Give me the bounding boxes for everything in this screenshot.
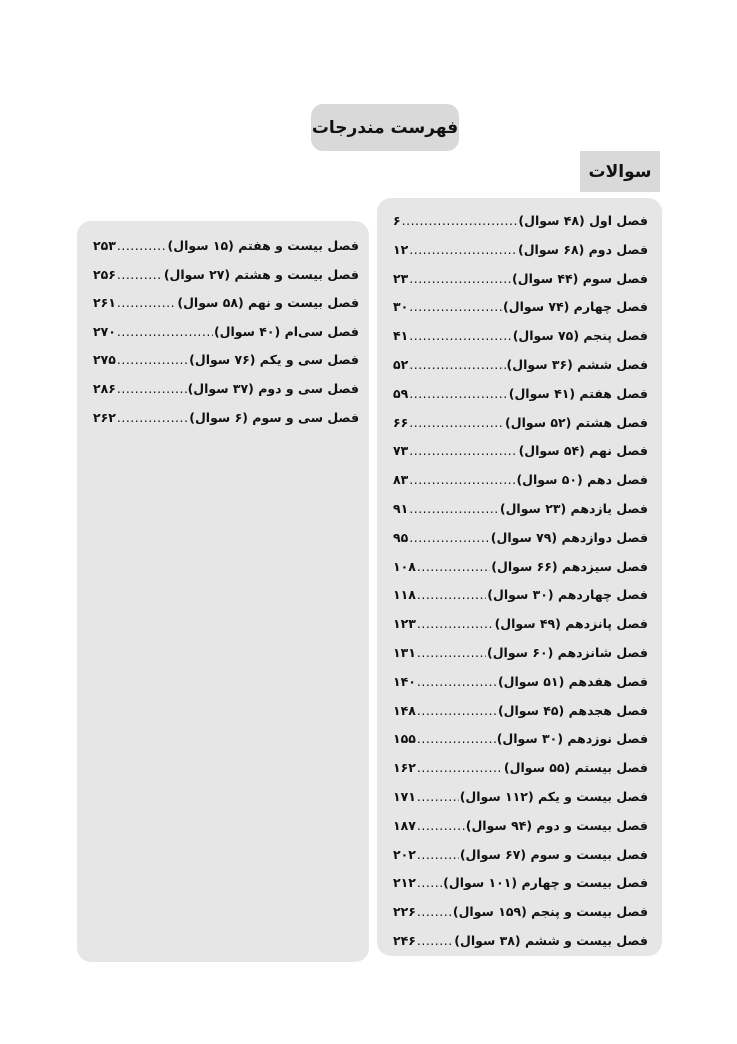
toc-leader-dots: [417, 581, 486, 610]
toc-entry-label: فصل نوزدهم (۳۰ سوال): [496, 731, 648, 747]
toc-entry-page: ۱۶۲: [393, 760, 416, 776]
toc-leader-dots: [409, 524, 490, 553]
toc-entry[interactable]: [377, 812, 662, 841]
toc-entry[interactable]: [377, 668, 662, 697]
toc-leader-dots: [417, 639, 486, 668]
toc-leader-dots: [409, 351, 505, 380]
toc-entry-page: ۲۷۵: [93, 352, 116, 368]
toc-entry-page: ۱۱۸: [393, 587, 416, 603]
toc-entry-page: ۱۴۰: [393, 673, 416, 689]
toc-entry-page: ۱۵۵: [393, 731, 416, 747]
toc-entry-label: فصل چهاردهم (۳۰ سوال): [487, 587, 648, 603]
toc-entry-page: ۹۵: [393, 529, 409, 545]
section-tab-questions: [580, 151, 660, 192]
toc-entry-page: ۲۶۲: [93, 409, 116, 425]
toc-entry-label: فصل بیستم (۵۵ سوال): [503, 760, 648, 776]
toc-panel-right: [377, 198, 662, 956]
toc-entry-page: ۱۲۳: [393, 616, 416, 632]
toc-entry-label: فصل بیست و هشتم (۲۷ سوال): [163, 266, 359, 282]
toc-entry-label: فصل سی‌ام (۴۰ سوال): [213, 323, 359, 339]
toc-entry[interactable]: [377, 466, 662, 495]
toc-entry[interactable]: [377, 265, 662, 294]
page-title: [311, 104, 459, 151]
toc-leader-dots: [409, 236, 517, 265]
toc-leader-dots: [402, 207, 518, 236]
toc-entry-label: فصل بیست و ششم (۳۸ سوال): [454, 932, 648, 948]
toc-leader-dots: [409, 380, 507, 409]
toc-entry[interactable]: [77, 375, 369, 404]
toc-entry[interactable]: [377, 437, 662, 466]
toc-entry-label: فصل هفتم (۴۱ سوال): [508, 385, 648, 401]
toc-entry-label: فصل پانزدهم (۴۹ سوال): [494, 616, 648, 632]
toc-entry-label: فصل دوم (۶۸ سوال): [517, 241, 648, 257]
toc-entry[interactable]: [77, 261, 369, 290]
toc-entry-label: فصل سی و یکم (۷۶ سوال): [189, 352, 359, 368]
toc-entry[interactable]: [377, 610, 662, 639]
toc-entry-label: فصل سیزدهم (۶۶ سوال): [491, 558, 648, 574]
toc-leader-dots: [409, 293, 502, 322]
toc-entry[interactable]: [377, 869, 662, 898]
section-tab-label: سوالات: [588, 161, 652, 182]
toc-leader-dots: [417, 754, 503, 783]
toc-entry-page: ۲۵۳: [93, 238, 116, 253]
toc-entry-page: ۳۰: [393, 299, 409, 315]
toc-entry[interactable]: [77, 404, 369, 433]
toc-entry-label: فصل بیست و یکم (۱۱۲ سوال): [459, 788, 648, 804]
toc-entry-label: فصل نهم (۵۴ سوال): [518, 443, 648, 459]
toc-entry-label: فصل دهم (۵۰ سوال): [516, 472, 648, 488]
toc-entry[interactable]: [377, 236, 662, 265]
toc-entry-page: ۲۳: [393, 270, 409, 286]
toc-entry-label: فصل بیست و هفتم (۱۵ سوال): [167, 238, 359, 253]
toc-entry-label: فصل سی و دوم (۳۷ سوال): [187, 380, 359, 396]
toc-entry[interactable]: [77, 346, 369, 375]
toc-leader-dots: [117, 261, 163, 290]
toc-leader-dots: [117, 375, 187, 404]
toc-leader-dots: [417, 927, 453, 956]
toc-entry-page: ۶۶: [393, 414, 409, 430]
toc-entry[interactable]: [377, 898, 662, 927]
toc-entry[interactable]: [377, 581, 662, 610]
toc-entry-page: ۱۲: [393, 241, 409, 257]
toc-entry-page: ۱۴۸: [393, 702, 416, 718]
toc-entry-page: ۲۵۶: [93, 266, 116, 282]
toc-entry[interactable]: [377, 524, 662, 553]
toc-leader-dots: [117, 346, 188, 375]
toc-leader-dots: [409, 409, 504, 438]
toc-entry-label: فصل بیست و سوم (۶۷ سوال): [459, 846, 648, 862]
toc-entry[interactable]: [377, 553, 662, 582]
toc-leader-dots: [409, 466, 515, 495]
toc-entry-page: ۵۲: [393, 356, 409, 372]
toc-entry[interactable]: [377, 639, 662, 668]
toc-entry[interactable]: [77, 232, 369, 261]
toc-leader-dots: [409, 437, 517, 466]
toc-entry-page: ۲۰۲: [393, 846, 416, 862]
toc-entry-label: فصل دوازدهم (۷۹ سوال): [490, 529, 648, 545]
toc-entry[interactable]: [77, 318, 369, 347]
toc-entry-page: ۲۱۲: [393, 875, 416, 891]
toc-entry-page: ۱۷۱: [393, 788, 416, 804]
toc-entry[interactable]: [377, 783, 662, 812]
toc-leader-dots: [417, 610, 494, 639]
toc-entry-page: ۱۸۷: [393, 817, 416, 833]
toc-leader-dots: [417, 697, 497, 726]
toc-entry-page: ۹۱: [393, 500, 409, 516]
toc-entry[interactable]: [377, 351, 662, 380]
toc-entry-label: فصل بیست و دوم (۹۴ سوال): [465, 817, 648, 833]
toc-entry[interactable]: [377, 293, 662, 322]
toc-entry-label: فصل ششم (۳۶ سوال): [506, 356, 648, 372]
toc-leader-dots: [417, 869, 442, 898]
toc-entry-label: فصل بیست و نهم (۵۸ سوال): [177, 295, 359, 311]
toc-entry-label: فصل بیست و پنجم (۱۵۹ سوال): [452, 904, 648, 920]
toc-panel-left: [77, 221, 369, 962]
toc-entry[interactable]: [377, 754, 662, 783]
toc-entry-label: فصل اول (۴۸ سوال): [518, 213, 648, 228]
toc-entry[interactable]: [377, 725, 662, 754]
toc-entry-label: فصل پنجم (۷۵ سوال): [512, 328, 648, 344]
toc-entry-label: فصل بیست و چهارم (۱۰۱ سوال): [443, 875, 648, 891]
toc-entry-label: فصل یازدهم (۲۳ سوال): [499, 500, 648, 516]
toc-entry-label: فصل هفدهم (۵۱ سوال): [497, 673, 648, 689]
toc-leader-dots: [409, 495, 499, 524]
toc-leader-dots: [417, 841, 459, 870]
toc-entry-page: ۷۳: [393, 443, 409, 459]
toc-leader-dots: [417, 898, 452, 927]
toc-leader-dots: [409, 265, 511, 294]
toc-entry[interactable]: [377, 495, 662, 524]
toc-entry[interactable]: [377, 697, 662, 726]
toc-entry-page: ۵۹: [393, 385, 409, 401]
toc-entry-label: فصل هشتم (۵۲ سوال): [505, 414, 648, 430]
toc-leader-dots: [117, 289, 176, 318]
toc-entry[interactable]: [377, 322, 662, 351]
page-title-text: فهرست مندرجات: [311, 117, 459, 138]
toc-entry-page: ۱۰۸: [393, 558, 416, 574]
toc-entry[interactable]: [377, 380, 662, 409]
toc-leader-dots: [417, 725, 496, 754]
toc-leader-dots: [117, 232, 167, 261]
toc-leader-dots: [417, 783, 459, 812]
toc-entry-page: ۲۲۶: [393, 904, 416, 920]
toc-entry-page: ۲۴۶: [393, 932, 416, 948]
toc-entry[interactable]: [377, 841, 662, 870]
toc-leader-dots: [117, 404, 188, 433]
toc-entry-page: ۱۳۱: [393, 644, 416, 660]
toc-entry-page: ۲۷۰: [93, 323, 116, 339]
toc-entry-label: فصل شانزدهم (۶۰ سوال): [486, 644, 648, 660]
toc-entry[interactable]: [377, 409, 662, 438]
toc-entry-label: فصل سی و سوم (۶ سوال): [189, 409, 359, 425]
toc-leader-dots: [417, 553, 490, 582]
toc-entry[interactable]: [77, 289, 369, 318]
toc-entry[interactable]: [377, 207, 662, 236]
toc-leader-dots: [417, 668, 497, 697]
toc-entry-page: ۲۶۱: [93, 295, 116, 311]
toc-entry-label: فصل سوم (۴۴ سوال): [512, 270, 648, 286]
toc-leader-dots: [117, 318, 213, 347]
toc-entry-label: فصل چهارم (۷۴ سوال): [503, 299, 648, 315]
toc-entry-page: ۴۱: [393, 328, 409, 344]
toc-entry-label: فصل هجدهم (۴۵ سوال): [497, 702, 648, 718]
toc-entry-page: ۸۳: [393, 472, 409, 488]
toc-leader-dots: [409, 322, 511, 351]
toc-entry-page: ۲۸۶: [93, 380, 116, 396]
toc-entry-page: ۶: [393, 213, 401, 228]
toc-entry[interactable]: [377, 927, 662, 956]
toc-leader-dots: [417, 812, 465, 841]
